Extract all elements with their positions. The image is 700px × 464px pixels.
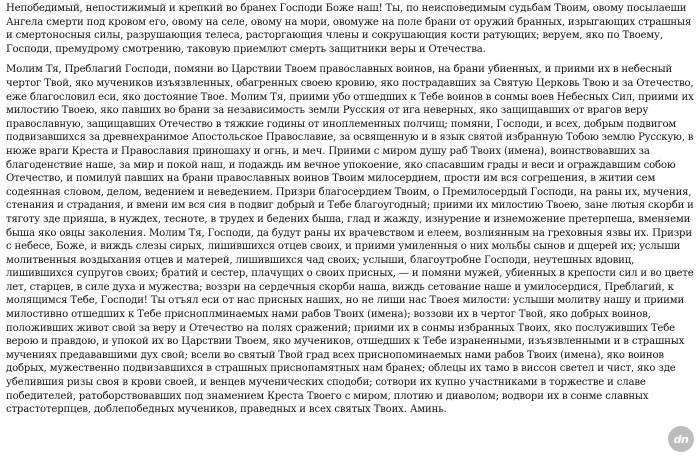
paragraph-2-line: еже благословил еси, яко достояние Твое. Молим Тя, приими убо отшедших к Тебе воинов в сонмы воев Небесных Сил, приими их: [6, 91, 694, 103]
paragraph-2-line: Отечество, и помилуй павших на брани православных воинов Твоим милосердием, прости им вся согрешения, в житии сем: [6, 173, 656, 185]
paragraph-2-line: православную, защищавших Отечество в тяжкие годины от иноплеменных полчищ; помяни, Господи, и всех, добрым подвигом: [6, 118, 677, 130]
paragraph-2-line: благоденствие наше, за мир и покой наш, и подаждь им вечное упокоение, яко спасавшим грады и веси и ограждавшим собою: [6, 159, 676, 171]
paragraph-2-line: лет, старцев, в силе духа и мужества; воззри на сердечныя скорби наша, виждь сетование наше и умилосердися, Преблагий, к: [6, 281, 674, 293]
paragraph-2-line: подвизавшихся за древнехранимое Апостольское Православие, за освященную и в язык святой избранную Тобою землю Русскую, в: [6, 132, 694, 144]
paragraph-2-line: чертог Твой, яко мучеников изъязвленных, обагренных своею кровию, яко пострадавших за Святую Церковь Твою и за Отечество,: [6, 77, 694, 89]
watermark-logo: [668, 426, 694, 452]
paragraph-2-line: нюже враги Креста и Православия приношаху и огнь, и меч. Приими с миром душу раб Твоих (имена), воинствовавших за: [6, 145, 650, 157]
paragraph-2-line: милостию Твоею, яко павших во брани за независимость земли Русския от ига неверных, яко защищавших от врагов веру: [6, 105, 649, 117]
paragraph-2-line: молитвенныя воздыхания отцев и матерей, лишившихся чад своих; услыши, благоутробне Господи, неутешных вдовиц,: [6, 254, 635, 266]
paragraph-2-line: страстотерпцев, доблепобедных мучеников, праведных и всех святых Твоих. Аминь.: [6, 404, 447, 416]
paragraph-1-line: Непобедимый, непостижимый и крепкий во бранех Господи Боже наш! Ты, по неисповедимым судьбам Твоим, овому посылаеши: [6, 3, 687, 14]
paragraph-2-line: убелившия ризы своя в крови своей, и венцев мученических сподоби; сотвори их купно участниками в торжестве и славе: [6, 377, 646, 389]
paragraph-2-line: Молим Тя, Преблагий Господи, помяни во Царствии Твоем православных воинов, на брани убиенных, и приими их в небесный: [6, 64, 673, 76]
paragraph-1-line: Господи, премудрому смотрению, таковую приемлют смерть защитники веры и Отечества.: [6, 43, 486, 55]
paragraph-2-line: положивших живот свой за веру и Отечество на полях сражений; приими их в сонмы избранных Твоих, яко послуживших Тебе: [6, 322, 676, 334]
paragraph-2-line: содеянная словом, делом, ведением и неведением. Призри благосердием Твоим, о Премилосердый Господи, на раны их, мучения,: [6, 186, 692, 198]
paragraph-2-line: добрых, мужественно подвизавшихся в страшных приснопамятных нам бранех; облецы их тамо в виссон светел и чист, яко зде: [6, 363, 676, 375]
paragraph-2-line: лишившихся супругов своих; братий и сестер, плачущих о своих присных, — и помяни мужей, убиенных в крепости сил и во цвете: [6, 268, 694, 280]
prayer-paragraph-2: [6, 63, 694, 416]
paragraph-1-line: и смертоносныя силы, разрушающия телеса, расторгающия члены и сокрушающия кости ратующих; веруем, яко по Твоему,: [6, 30, 663, 42]
paragraph-2-line: милостивно отшедших к Тебе присноплминаемых нами рабов Твоих (имена); воззови их в чертог Твой, яко добрых воинов,: [6, 309, 651, 321]
paragraph-2-line: молящимся Тебе, Господи! Ты отъял еси от нас присных наших, но не лиши нас Твоея милости: услыши молитву нашу и приими: [6, 295, 685, 307]
paragraph-2-line: тяготу зде прияша, в нуждех, тесноте, в трудех и бедених быша, глад и жажду, изнурение и изнеможение претерпеша, вменяеми: [6, 213, 691, 225]
paragraph-2-line: победителей, ратоборствовавших под знамением Креста Твоего с миром, плотию и диаволом; водвори их в сонме славных: [6, 390, 649, 402]
paragraph-2-line: быша яко овцы заколения. Молим Тя, Господи, да будут раны их врачевством и елеем, возлиянным на греховныя язвы их. Призри: [6, 227, 692, 239]
prayer-paragraph-1: [6, 2, 694, 56]
paragraph-2-line: верою и правдою, и упокой их во Царствии Твоем, яко мучеников, отшедших к Тебе израненными, изъязвленными и в страшных: [6, 336, 685, 348]
paragraph-2-line: мучениях предававшими дух свой; всели во святый Твой град всех приснопоминаемых нами рабов Твоих (имена), яко воинов: [6, 349, 664, 361]
paragraph-2-line: с небесе, Боже, и виждь слезы сирых, лишившихся отцев своих, и приими умиленныя о них мольбы сынов и дщерей их; услыши: [6, 241, 681, 253]
watermark-logo-text: dn: [673, 432, 689, 446]
paragraph-1-line: Ангела смерти под кровом его, овому на селе, овому на мори, овомуже на поле брани от оружий бранных, изрыгающих страшныя: [6, 16, 692, 28]
paragraph-2-line: стенания и страдания, и вмени им вся сия в подвиг добрый и Тебе благоугодный; приими их милостию Твоею, зане лютыя скорби и: [6, 200, 694, 212]
